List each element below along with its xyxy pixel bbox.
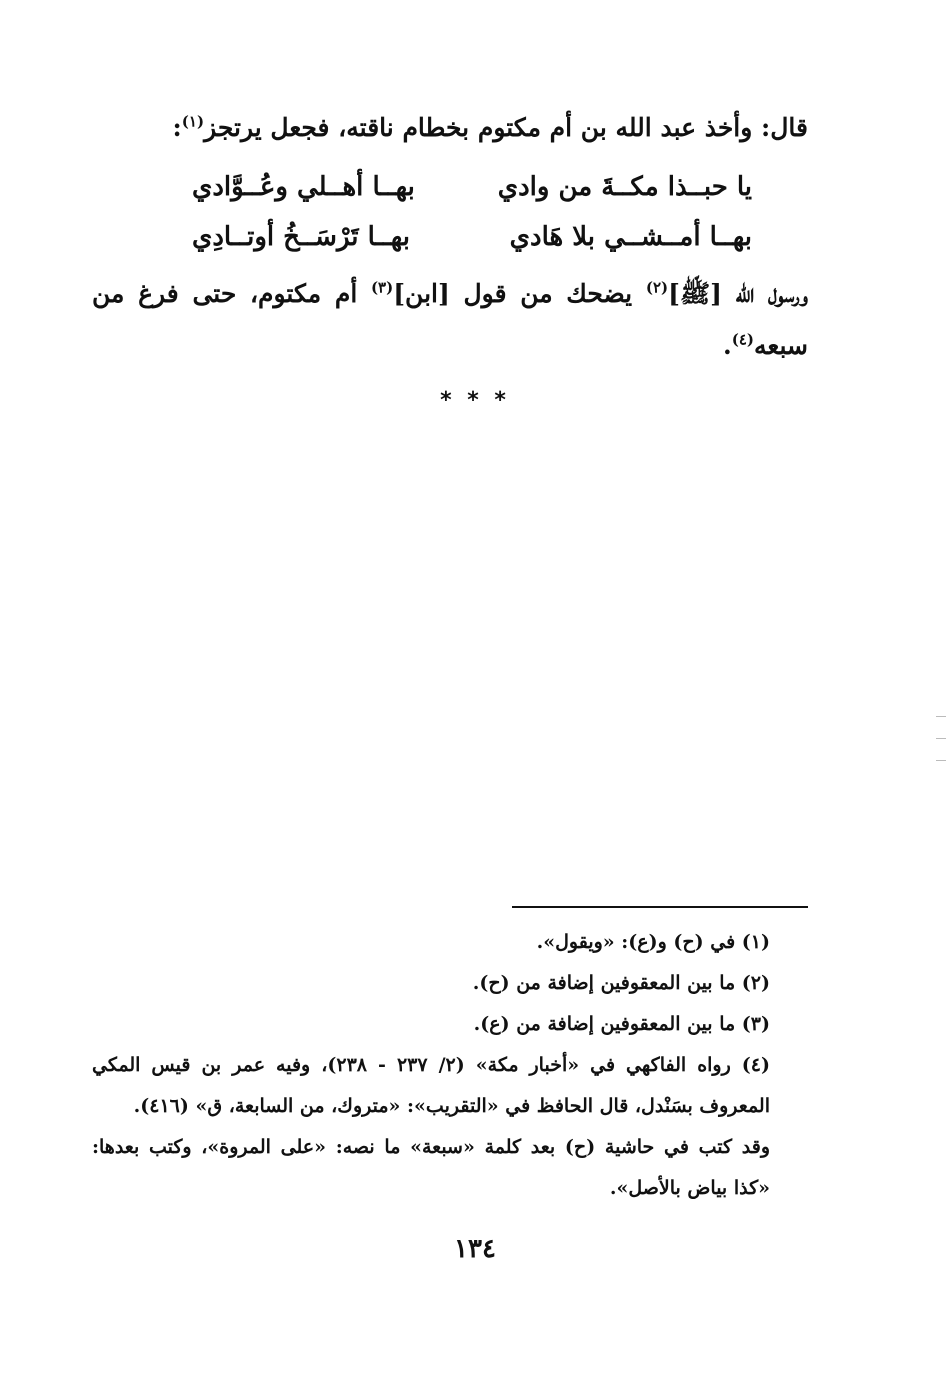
footnote-separator-line: [512, 906, 808, 908]
narration-part-3: أم مكتوم، حتى فرغ من سبعه: [92, 279, 808, 360]
footnote-ref-2: (٢): [645, 278, 669, 297]
footnotes-section: [92, 922, 808, 1209]
footnote-4-continuation: وقد كتب في حاشية (ح) بعد كلمة «سبعة» ما نصه: «على المروة»، وكتب بعدها: «كذا بياض بالأصل».: [92, 1136, 770, 1199]
narration-paragraph: [92, 268, 808, 372]
intro-text: قال: وأخذ عبد الله بن أم مكتوم بخطام ناقته، فجعل يرتجز: [204, 113, 808, 142]
scan-edge-mark: [936, 760, 946, 761]
narration-end: .: [723, 331, 732, 360]
verse-line-1: [192, 162, 752, 212]
footnote-ref-4: (٤): [731, 330, 755, 349]
scan-edge-mark: [936, 716, 946, 717]
scan-edge-mark: [936, 738, 946, 739]
narration-part-2: يضحك من قول [ابن]: [393, 279, 646, 308]
intro-paragraph: [92, 102, 808, 154]
section-divider-stars: * * *: [440, 388, 510, 413]
footnote-4: (٤) رواه الفاكهي في «أخبار مكة» (٢/ ٢٣٧ - ٢٣٨)، وفيه عمر بن قيس المكي المعروف بسَنْدل، قال الحافظ في «التقريب»: «متروك، من السابعة، ق» (٤١٦).: [92, 1054, 770, 1117]
footnote-1: (١) في (ح) و(ع): «ويقول».: [536, 931, 770, 953]
footnote-3: (٣) ما بين المعقوفين إضافة من (ع).: [473, 1013, 770, 1035]
narration-part-1: ورسول الله [ﷺ]: [668, 279, 808, 308]
verse-1-second-hemistich: بهــا أهــلي وعُــوَّادي: [192, 172, 415, 202]
footnote-ref-1: (١): [181, 112, 205, 131]
verse-1-first-hemistich: يا حبــذا مكــةَ من وادي: [497, 172, 752, 202]
page-number: ١٣٤: [454, 1234, 496, 1264]
intro-tail: :: [172, 113, 182, 142]
footnote-ref-3: (٣): [370, 278, 394, 297]
verse-2-first-hemistich: بهــا أمــشــي بلا هَادي: [509, 222, 752, 252]
verse-line-2: [192, 212, 752, 262]
footnote-2: (٢) ما بين المعقوفين إضافة من (ح).: [472, 972, 770, 994]
verse-2-second-hemistich: بهــا تَرْسَــخُ أوتــادِي: [192, 222, 410, 252]
